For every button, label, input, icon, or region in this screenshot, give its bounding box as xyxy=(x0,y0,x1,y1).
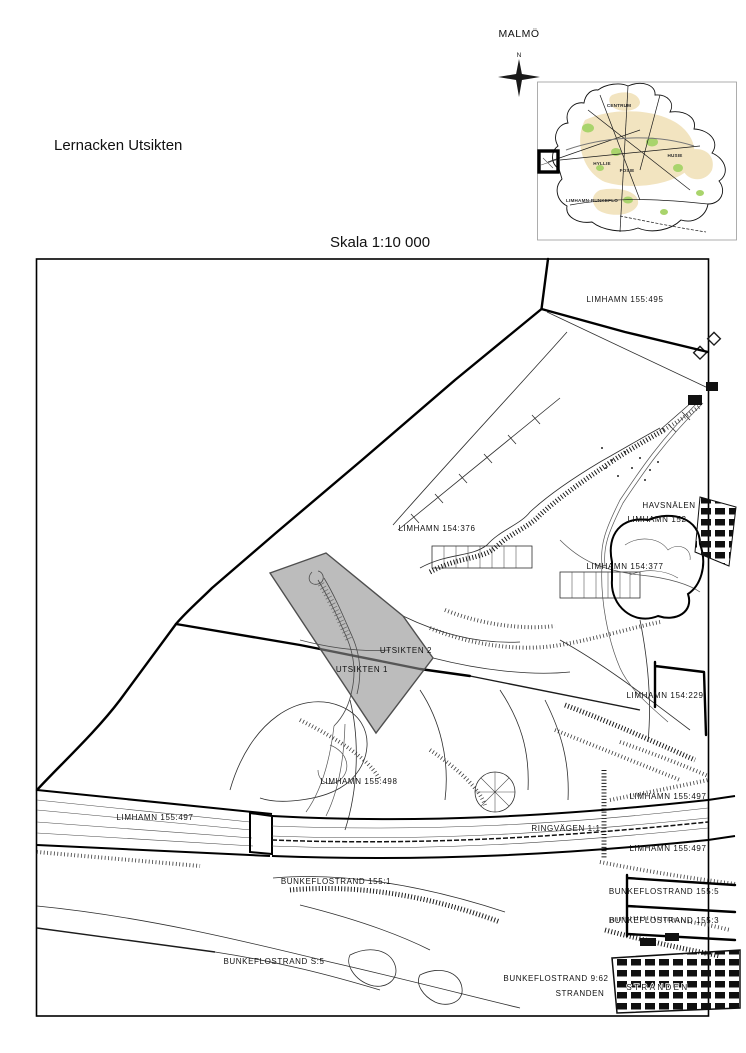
main-map xyxy=(37,259,741,1016)
label-ringvagen-1-1: RINGVÄGEN 1:1 xyxy=(531,824,601,833)
compass-rose xyxy=(498,52,540,97)
scale-label: Skala 1:10 000 xyxy=(330,234,431,251)
label-limhamn-155-497-right-lower: LIMHAMN 155:497 xyxy=(629,844,707,853)
district-label-fosie: FOSIE xyxy=(619,168,635,173)
label-limhamn-154-377: LIMHAMN 154:377 xyxy=(586,562,664,571)
document-title: Lernacken Utsikten xyxy=(54,137,183,154)
label-limhamn-155-495: LIMHAMN 155:495 xyxy=(586,295,664,304)
label-stranden: STRANDEN xyxy=(555,989,605,998)
label-bunkeflostrand-155-5: BUNKEFLOSTRAND 155:5 xyxy=(608,887,720,896)
label-utsikten-1: UTSIKTEN 1 xyxy=(335,665,389,674)
label-bunkeflostrand-s-5: BUNKEFLOSTRAND S:5 xyxy=(223,957,325,966)
district-label-centrum: CENTRUM xyxy=(606,103,632,108)
label-limhamn-155-498: LIMHAMN 155:498 xyxy=(320,777,398,786)
label-limhamn-155-497-right-upper: LIMHAMN 155:497 xyxy=(629,792,707,801)
label-limhamn-155-497-left: LIMHAMN 155:497 xyxy=(116,813,194,822)
label-utsikten-2: UTSIKTEN 2 xyxy=(379,646,433,655)
label-bunkeflostrand-155-1: BUNKEFLOSTRAND 155:1 xyxy=(280,877,392,886)
label-limhamn-152: LIMHAMN 152 xyxy=(627,515,687,524)
overview-inset-map xyxy=(538,82,737,240)
compass-needle-horizontal xyxy=(498,74,540,81)
marina-structure xyxy=(708,332,721,345)
label-stranden-grid: STRANDEN xyxy=(626,983,690,992)
label-havsnalen: HAVSNÄLEN xyxy=(642,501,696,510)
region-label: MALMÖ xyxy=(498,28,540,40)
header xyxy=(54,28,737,251)
round-feature-spokes xyxy=(475,772,515,812)
urban-grid xyxy=(612,950,740,1013)
district-label-hyllie: HYLLIE xyxy=(593,161,611,166)
district-label-husie: HUSIE xyxy=(667,153,683,158)
label-limhamn-154-229: LIMHAMN 154:229 xyxy=(626,691,704,700)
compass-north-label: N xyxy=(516,52,522,59)
label-bunkeflostrand-9-62: BUNKEFLOSTRAND 9:62 xyxy=(503,974,609,983)
district-label-limhamn-bunkeflo: LIMHAMN-BUNKEFLO xyxy=(566,198,618,203)
label-limhamn-154-376: LIMHAMN 154:376 xyxy=(398,524,476,533)
label-bunkeflostrand-155-3: BUNKEFLOSTRAND 155:3 xyxy=(608,916,720,925)
